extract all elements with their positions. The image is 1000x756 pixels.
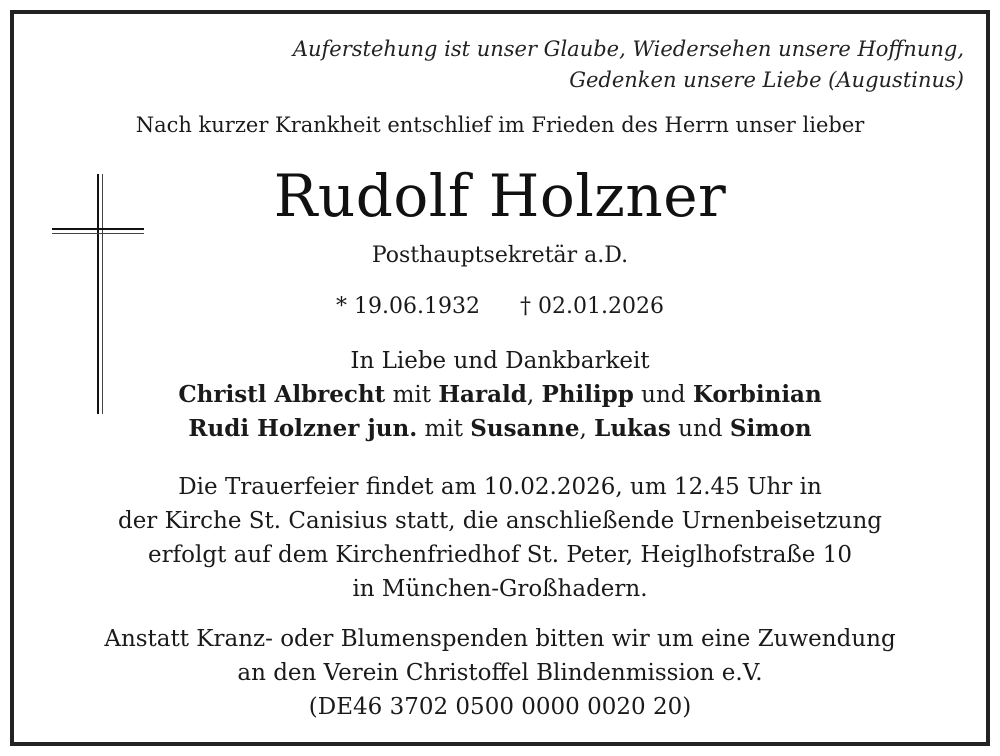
- donation-request: [14, 622, 986, 724]
- obituary-frame: [10, 10, 990, 746]
- intro-text: Nach kurzer Krankheit entschlief im Frieden des Herrn unser lieber: [135, 113, 865, 137]
- mourner-separator: ,: [526, 382, 535, 408]
- mourner-name: Christl Albrecht: [178, 381, 386, 408]
- mourner-name: Simon: [729, 415, 812, 442]
- quote-line-1: Auferstehung ist unser Glaube, Wiedersehen unsere Hoffnung,: [292, 37, 964, 61]
- mourner-separator: ,: [579, 416, 587, 442]
- birth-date: * 19.06.1932: [336, 294, 480, 319]
- quote-line-2: Gedenken unsere Liebe (Augustinus): [569, 68, 964, 92]
- donation-line-2: an den Verein Christoffel Blindenmission e.V.: [237, 660, 763, 686]
- mourner-name: Susanne: [470, 415, 580, 442]
- deceased-title: Posthauptsekretär a.D.: [371, 243, 629, 268]
- ceremony-line-3: erfolgt auf dem Kirchenfriedhof St. Peter, Heiglhofstraße 10: [148, 542, 852, 568]
- life-dates: [14, 290, 986, 324]
- ceremony-line-2: der Kirche St. Canisius statt, die anschließende Urnenbeisetzung: [117, 508, 883, 534]
- ceremony-line-4: in München-Großhadern.: [352, 576, 648, 602]
- mourners: [14, 344, 986, 446]
- ceremony-line-1: Die Trauerfeier findet am 10.02.2026, um 12.45 Uhr in: [178, 474, 822, 500]
- mourner-name: Harald: [438, 381, 527, 408]
- mourner-connector: und: [641, 382, 686, 408]
- mourner-name: Rudi Holzner jun.: [188, 415, 418, 442]
- mourner-name: Philipp: [541, 381, 634, 408]
- mourner-connector: mit: [424, 416, 463, 442]
- mourners-line-2: [14, 412, 986, 446]
- mourner-connector: mit: [392, 382, 432, 408]
- deceased-name: Rudolf Holzner: [273, 162, 727, 230]
- mourners-line-1: [14, 378, 986, 412]
- mourner-name: Korbinian: [692, 381, 822, 408]
- donation-line-1: Anstatt Kranz- oder Blumenspenden bitten wir um eine Zuwendung: [104, 626, 896, 652]
- augustinus-quote: [293, 34, 964, 96]
- mourners-intro: In Liebe und Dankbarkeit: [350, 348, 650, 374]
- donation-iban: (DE46 3702 0500 0000 0020 20): [308, 694, 692, 720]
- death-date: † 02.01.2026: [520, 294, 664, 319]
- mourner-connector: und: [678, 416, 723, 442]
- funeral-ceremony-info: [14, 470, 986, 606]
- mourner-name: Lukas: [594, 415, 671, 442]
